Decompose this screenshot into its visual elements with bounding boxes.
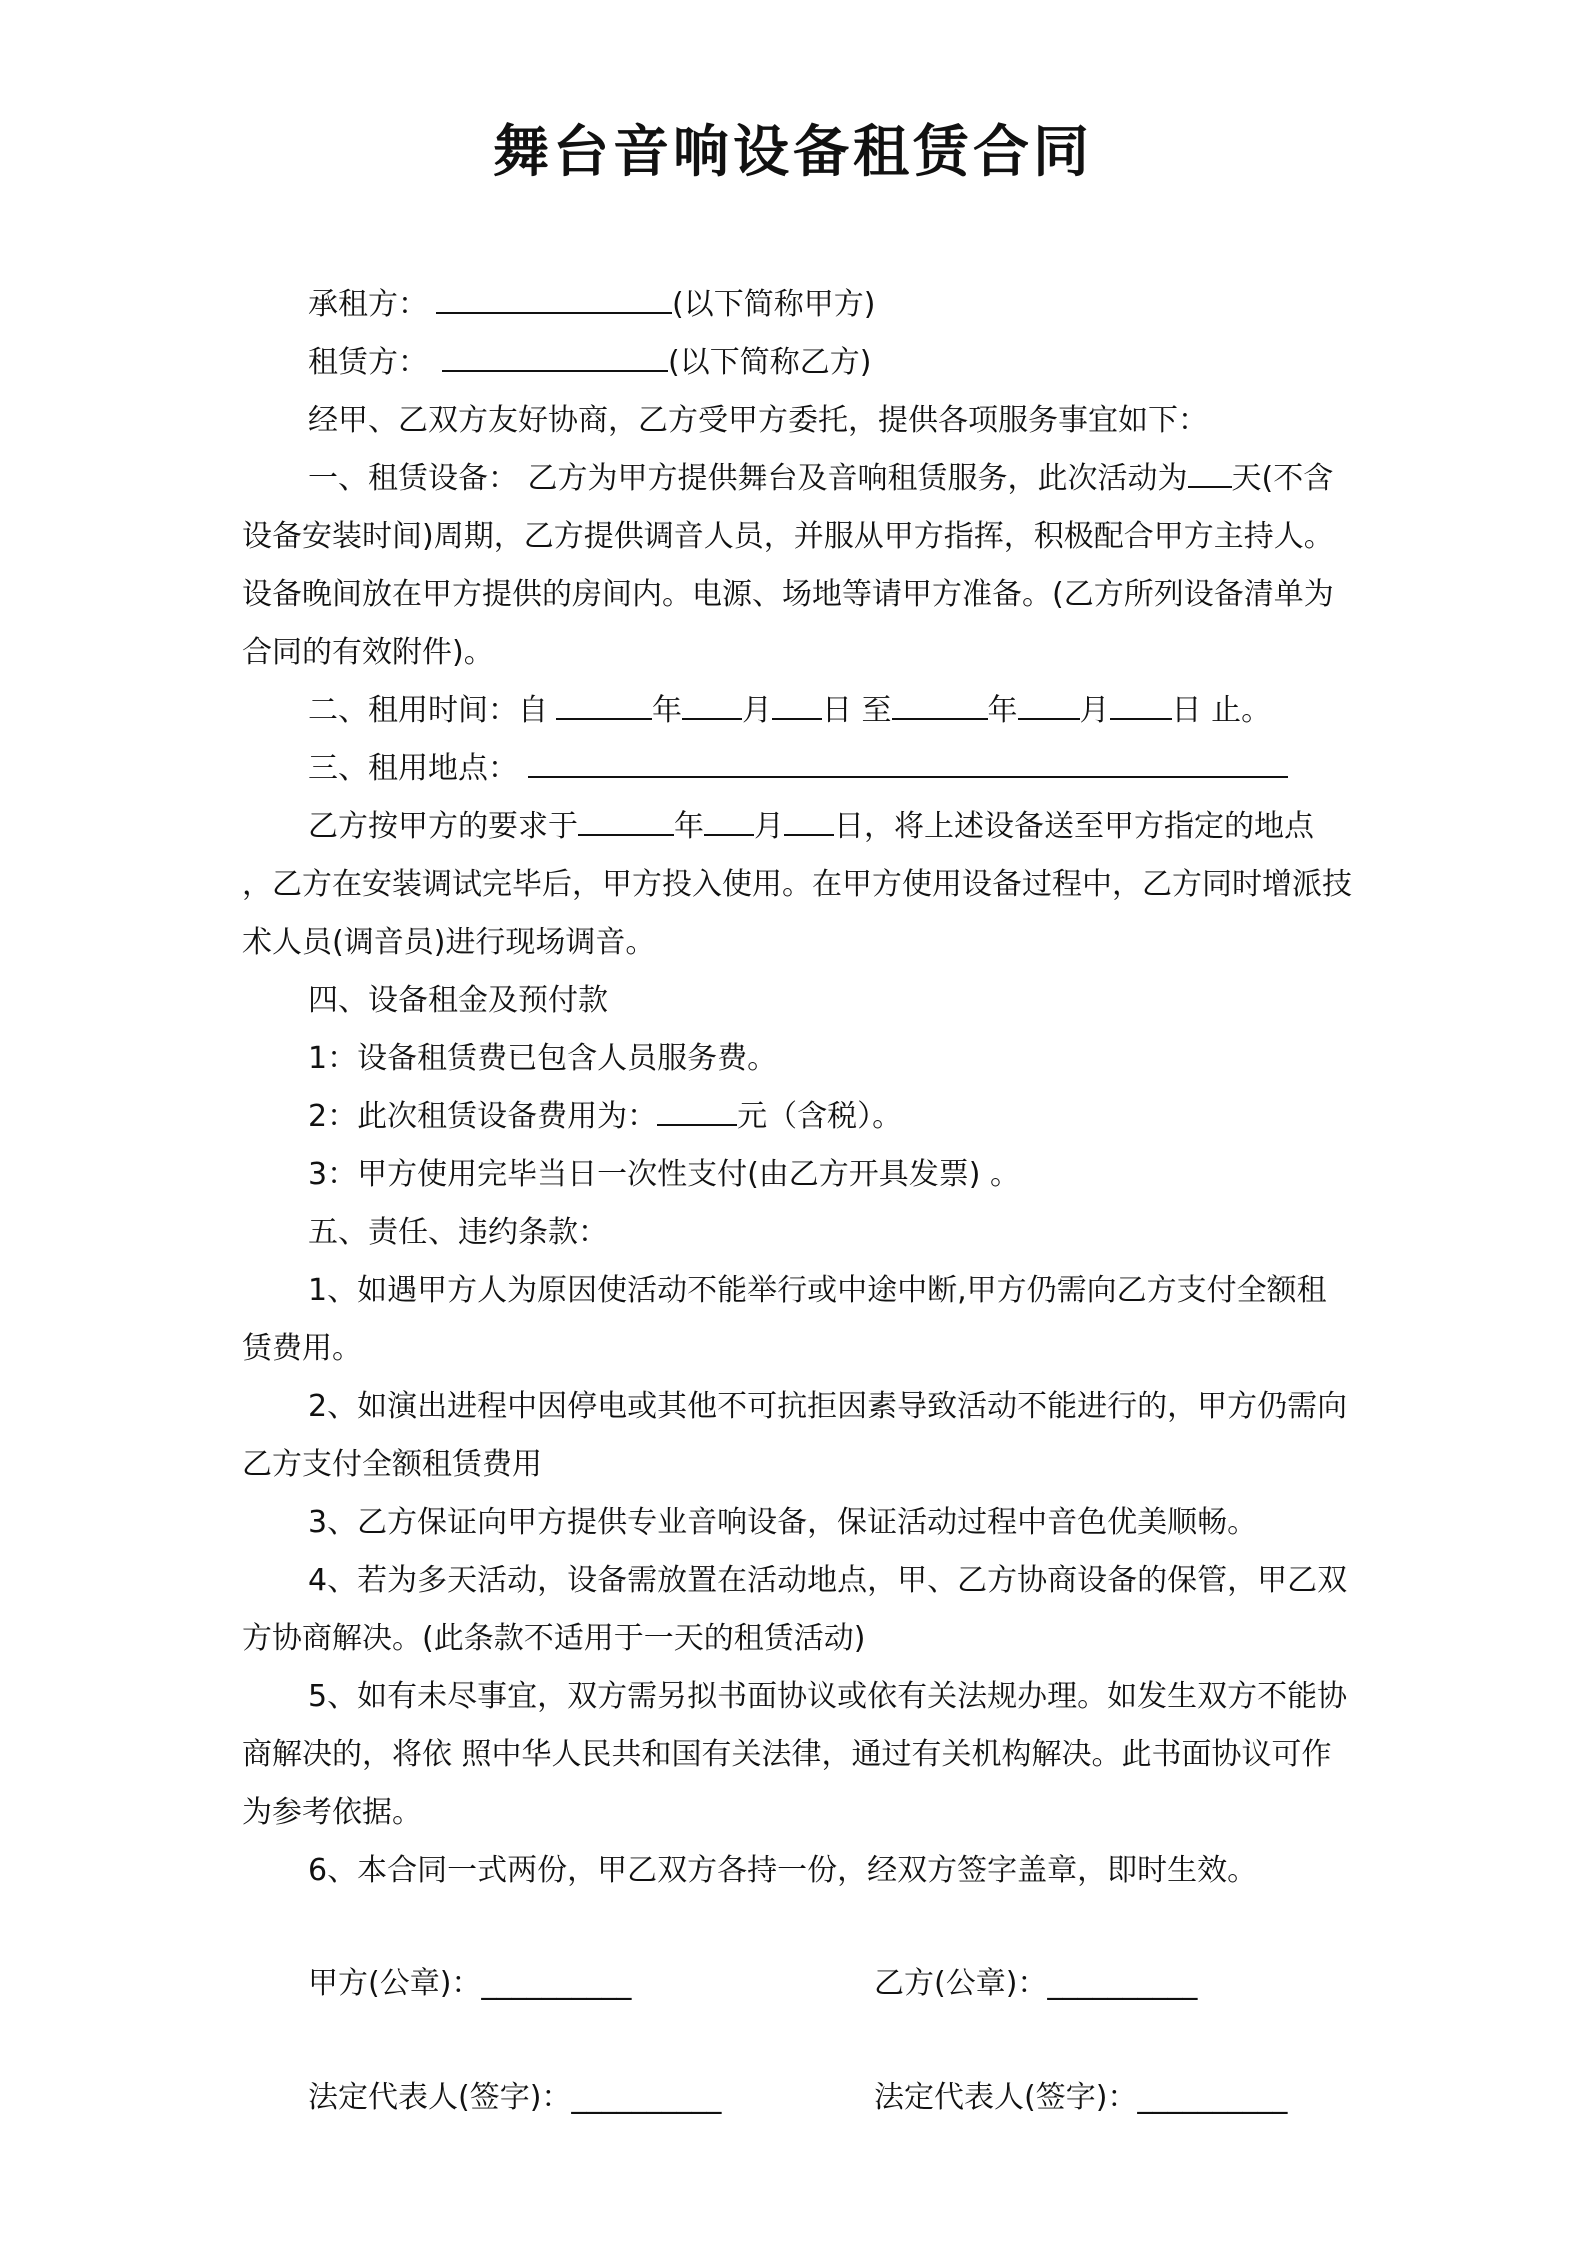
delivery-prefix: 乙方按甲方的要求于 xyxy=(308,809,578,844)
party-b-seal-line[interactable]: 乙方(公章)：__________ xyxy=(874,1966,1198,2001)
lessee-line xyxy=(242,276,1352,334)
delivery-month-unit: 月 xyxy=(754,809,784,844)
section-5-item: 2、如演出进程中因停电或其他不可抗拒因素导致活动不能进行的，甲方仍需向乙方支付全额租赁费用 xyxy=(242,1389,1348,1482)
section-1-prefix: 一、租赁设备： 乙方为甲方提供舞台及音响租赁服务，此次活动为 xyxy=(308,461,1188,496)
lessee-suffix: (以下简称甲方) xyxy=(672,287,876,322)
lessor-label: 租赁方： xyxy=(308,345,428,380)
section-4-item-2 xyxy=(242,1088,1352,1146)
start-year-blank[interactable] xyxy=(556,690,652,720)
start-month-blank[interactable] xyxy=(682,690,742,720)
delivery-month-blank[interactable] xyxy=(704,806,754,836)
delivery-suffix: ，将上述设备送至甲方指定的地点 ，乙方在安装调试完毕后，甲方投入使用。在甲方使用设备过程中，乙方同时增派技术人员(调音员)进行现场调音。 xyxy=(242,809,1352,960)
party-a-rep-line[interactable]: 法定代表人(签字)：__________ xyxy=(308,2080,722,2115)
contract-body xyxy=(242,276,1352,1900)
end-day-blank[interactable] xyxy=(1110,690,1172,720)
fee-prefix: 2：此次租赁设备费用为： xyxy=(308,1099,658,1134)
fee-suffix: 元（含税）。 xyxy=(737,1099,903,1134)
delivery-year-blank[interactable] xyxy=(578,806,674,836)
rental-days-blank[interactable] xyxy=(1188,458,1232,488)
section-5-item: 3、乙方保证向甲方提供专业音响设备，保证活动过程中音色优美顺畅。 xyxy=(308,1505,1258,1540)
section-4-heading: 四、设备租金及预付款 xyxy=(308,983,608,1018)
party-b-rep-line[interactable]: 法定代表人(签字)：__________ xyxy=(874,2080,1288,2115)
delivery-day-unit: 日 xyxy=(834,809,864,844)
start-month-unit: 月 xyxy=(742,693,772,728)
delivery-year-unit: 年 xyxy=(674,809,704,844)
delivery-day-blank[interactable] xyxy=(784,806,834,836)
section-1-suffix: 天(不含设备安装时间)周期，乙方提供调音人员，并服从甲方指挥，积极配合甲方主持人。设备晚间放在甲方提供的房间内。电源、场地等请甲方准备。(乙方所列设备清单为合同的有效附件)。 xyxy=(242,461,1334,670)
start-year-unit: 年 xyxy=(652,693,682,728)
section-5-item: 1、如遇甲方人为原因使活动不能举行或中途中断,甲方仍需向乙方支付全额租赁费用。 xyxy=(242,1273,1327,1366)
location-blank[interactable] xyxy=(528,748,1288,778)
end-year-unit: 年 xyxy=(987,693,1018,728)
start-day-unit: 日 xyxy=(822,693,852,728)
fee-amount-blank[interactable] xyxy=(657,1096,737,1126)
to-word: 至 xyxy=(861,693,892,728)
end-month-unit: 月 xyxy=(1079,693,1110,728)
section-5-heading: 五、责任、违约条款： xyxy=(308,1215,608,1250)
lessor-line xyxy=(242,334,1352,392)
section-5-item: 5、如有未尽事宜，双方需另拟书面协议或依有关法规办理。如发生双方不能协商解决的，将依 照中华人民共和国有关法律，通过有关机构解决。此书面协议可作为参考依据。 xyxy=(242,1679,1348,1830)
party-a-seal-line[interactable]: 甲方(公章)：__________ xyxy=(308,1966,632,2001)
lessee-label: 承租方： xyxy=(308,287,428,322)
end-day-unit: 日 xyxy=(1171,693,1202,728)
intro-paragraph: 经甲、乙双方友好协商，乙方受甲方委托，提供各项服务事宜如下： xyxy=(308,403,1208,438)
document-title: 舞台音响设备租赁合同 xyxy=(493,120,1093,185)
end-month-blank[interactable] xyxy=(1018,690,1080,720)
section-3-location xyxy=(242,740,1352,798)
section-1-paragraph xyxy=(242,450,1352,682)
section-3-label: 三、租用地点： xyxy=(308,751,518,786)
lessee-name-blank[interactable] xyxy=(436,284,672,314)
section-4-item-1: 1：设备租赁费已包含人员服务费。 xyxy=(308,1041,778,1076)
section-5-item: 4、若为多天活动，设备需放置在活动地点，甲、乙方协商设备的保管，甲乙双方协商解决。(此条款不适用于一天的租赁活动) xyxy=(242,1563,1348,1656)
section-2-rental-period xyxy=(242,682,1352,740)
section-4-item-3: 3：甲方使用完毕当日一次性支付(由乙方开具发票) 。 xyxy=(308,1157,1021,1192)
end-year-blank[interactable] xyxy=(892,690,988,720)
lessor-suffix: (以下简称乙方) xyxy=(668,345,872,380)
delivery-paragraph xyxy=(242,798,1352,972)
start-day-blank[interactable] xyxy=(772,690,822,720)
lessor-name-blank[interactable] xyxy=(442,342,668,372)
section-2-label: 二、租用时间：自 xyxy=(308,693,548,728)
section-5-item: 6、本合同一式两份，甲乙双方各持一份，经双方签字盖章，即时生效。 xyxy=(308,1853,1258,1888)
end-word: 止。 xyxy=(1211,693,1272,728)
